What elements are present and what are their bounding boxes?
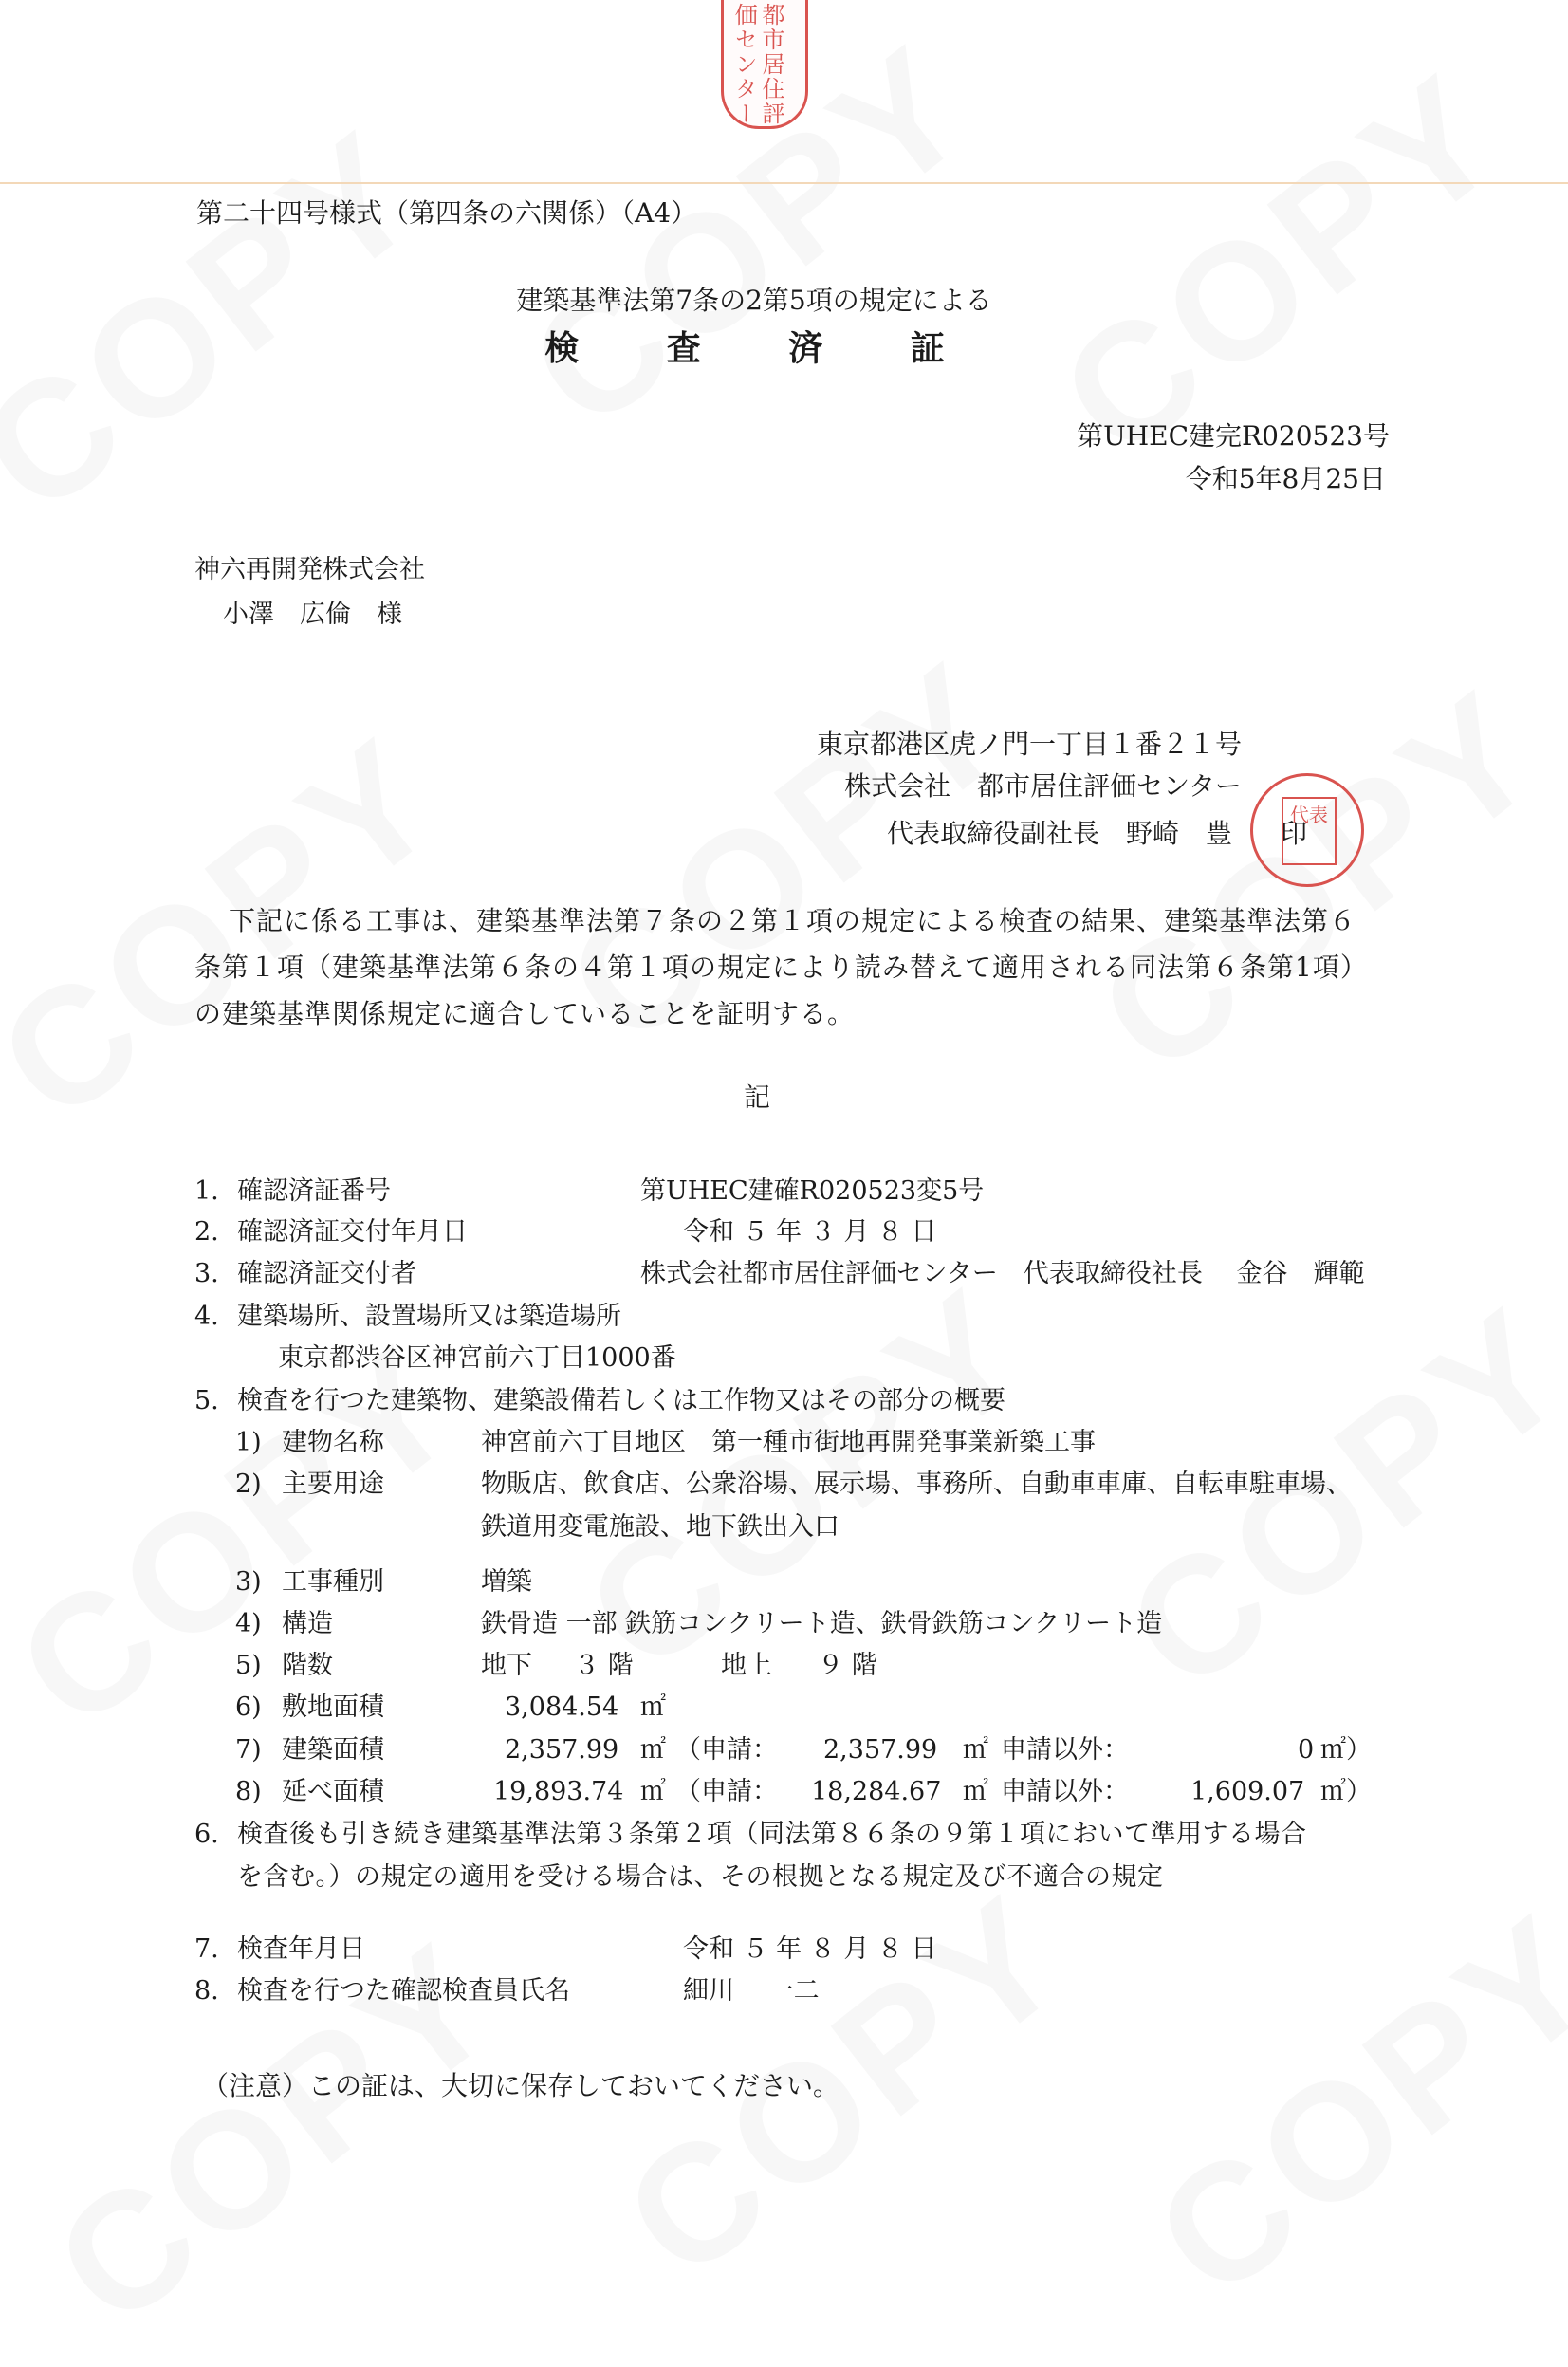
other-label: 申請以外： [1001, 1777, 1129, 1806]
item-value: 株式会社都市居住評価センター 代表取締役社長 金谷 輝範 [640, 1259, 1365, 1288]
item-num: 4. [194, 1302, 219, 1331]
sub-num: 5) [235, 1651, 262, 1680]
item-num: 5. [194, 1386, 219, 1415]
recipient-company: 神六再開発株式会社 [194, 555, 425, 584]
sub-value: 増築 [481, 1567, 532, 1597]
sub-num: 3) [235, 1567, 262, 1597]
divider-line [0, 182, 1568, 184]
building-area-value: 2,357.99 [505, 1735, 619, 1765]
page-title: 検 査 済 証 [544, 328, 983, 368]
other-value: 0 [1298, 1735, 1315, 1765]
application-label: （申請： [675, 1777, 778, 1806]
application-unit: ㎡ [963, 1777, 988, 1806]
cert-number: 第UHEC建完R020523号 [1077, 420, 1390, 452]
sub-value: 神宮前六丁目地区 第一種市街地再開発事業新築工事 [481, 1428, 1096, 1457]
sub-num: 6) [235, 1692, 262, 1722]
note: （注意）この証は、大切に保存しておいてください。 [202, 2070, 840, 2101]
item-text: 検査後も引き続き建築基準法第３条第２項（同法第８６条の９第１項において準用する場合 [237, 1820, 1307, 1849]
issuer-representative: 代表取締役副社長 野崎 豊 [886, 818, 1232, 849]
item-num: 6. [194, 1820, 219, 1849]
other-unit: ㎡） [1320, 1735, 1372, 1765]
sub-label: 建物名称 [282, 1428, 384, 1457]
item-label: 建築場所、設置場所又は築造場所 [237, 1302, 621, 1331]
application-value: 18,284.67 [811, 1777, 942, 1806]
recipient-name: 小澤 広倫 様 [223, 600, 402, 629]
issuer-address: 東京都港区虎ノ門一丁目１番２１号 [816, 729, 1242, 760]
other-unit: ㎡） [1320, 1777, 1372, 1806]
sub-value: 物販店、飲食店、公衆浴場、展示場、事務所、自動車車庫、自転車駐車場、 [481, 1470, 1352, 1499]
above-label: 地上 [721, 1651, 772, 1680]
item-value: 第UHEC建確R020523変5号 [640, 1176, 985, 1206]
sub-label: 工事種別 [282, 1567, 384, 1597]
item-text-cont: を含む。）の規定の適用を受ける場合は、その根拠となる規定及び不適合の規定 [237, 1862, 1164, 1892]
application-unit: ㎡ [963, 1735, 988, 1765]
sub-value: 鉄骨造 一部 鉄筋コンクリート造、鉄骨鉄筋コンクリート造 [481, 1609, 1163, 1638]
sub-num: 2) [235, 1470, 262, 1499]
subtitle: 建築基準法第7条の2第5項の規定による [516, 285, 992, 316]
item-num: 3. [194, 1259, 219, 1288]
building-area-unit: ㎡ [640, 1735, 666, 1765]
issue-date: 令和5年8月25日 [1185, 463, 1386, 494]
application-label: （申請： [675, 1735, 778, 1765]
above-floors: ９ 階 [818, 1651, 877, 1680]
form-label: 第二十四号様式（第四条の六関係）（A4） [196, 197, 698, 229]
item-num: 7. [194, 1934, 219, 1964]
sub-value-cont: 鉄道用変電施設、地下鉄出入口 [481, 1512, 839, 1542]
issuer-company: 株式会社 都市居住評価センター [844, 770, 1242, 802]
item-label: 確認済証交付年月日 [237, 1217, 468, 1247]
other-label: 申請以外： [1001, 1735, 1129, 1765]
item-label: 確認済証交付者 [237, 1259, 416, 1288]
basement-floors: ３ 階 [574, 1651, 634, 1680]
seal-mark: 印 [1281, 818, 1308, 849]
sub-label: 構造 [282, 1609, 333, 1638]
item-value: 東京都渋谷区神宮前六丁目1000番 [278, 1343, 676, 1373]
item-label: 検査を行つた建築物、建築設備若しくは工作物又はその部分の概要 [237, 1386, 1005, 1415]
item-num: 1. [194, 1176, 219, 1206]
item-value: 令和 ５ 年 ８ 月 ８ 日 [683, 1934, 937, 1964]
item-label: 検査年月日 [237, 1934, 365, 1964]
item-label: 確認済証番号 [237, 1176, 391, 1206]
item-label: 検査を行つた確認検査員氏名 [237, 1976, 570, 2006]
sub-num: 1) [235, 1428, 262, 1457]
basement-label: 地下 [481, 1651, 532, 1680]
company-seal: 代表 [1250, 773, 1364, 887]
item-value: 令和 ５ 年 ３ 月 ８ 日 [683, 1217, 937, 1247]
body-paragraph: 下記に係る工事は、建築基準法第７条の２第１項の規定による検査の結果、建築基準法第６条第１項（建築基準法第６条の４第１項の規定により読み替えて適用される同法第６条第1項）の建築基準関係規定に適合していることを証明する。 [194, 905, 1368, 1029]
floor-area-value: 19,893.74 [493, 1777, 624, 1806]
floor-area-unit: ㎡ [640, 1777, 666, 1806]
site-area-value: 3,084.54 [505, 1692, 619, 1722]
item-num: 2. [194, 1217, 219, 1247]
other-value: 1,609.07 [1190, 1777, 1305, 1806]
site-area-unit: ㎡ [640, 1692, 666, 1722]
copy-watermark [1119, 1874, 1568, 2339]
stamp-top: 都市居住評価センター [721, 0, 808, 129]
sub-num: 7) [235, 1735, 262, 1765]
sub-num: 8) [235, 1777, 262, 1806]
copy-watermark [0, 90, 460, 556]
sub-label: 主要用途 [282, 1470, 384, 1499]
item-value: 細川 一二 [683, 1976, 820, 2006]
application-value: 2,357.99 [823, 1735, 938, 1765]
ki-heading: 記 [744, 1082, 771, 1113]
sub-label: 敷地面積 [282, 1692, 384, 1722]
copy-watermark [19, 1902, 536, 2367]
sub-num: 4) [235, 1609, 262, 1638]
sub-label: 建築面積 [282, 1735, 384, 1765]
sub-label: 階数 [282, 1651, 333, 1680]
sub-label: 延べ面積 [282, 1777, 384, 1806]
item-num: 8. [194, 1976, 219, 2006]
